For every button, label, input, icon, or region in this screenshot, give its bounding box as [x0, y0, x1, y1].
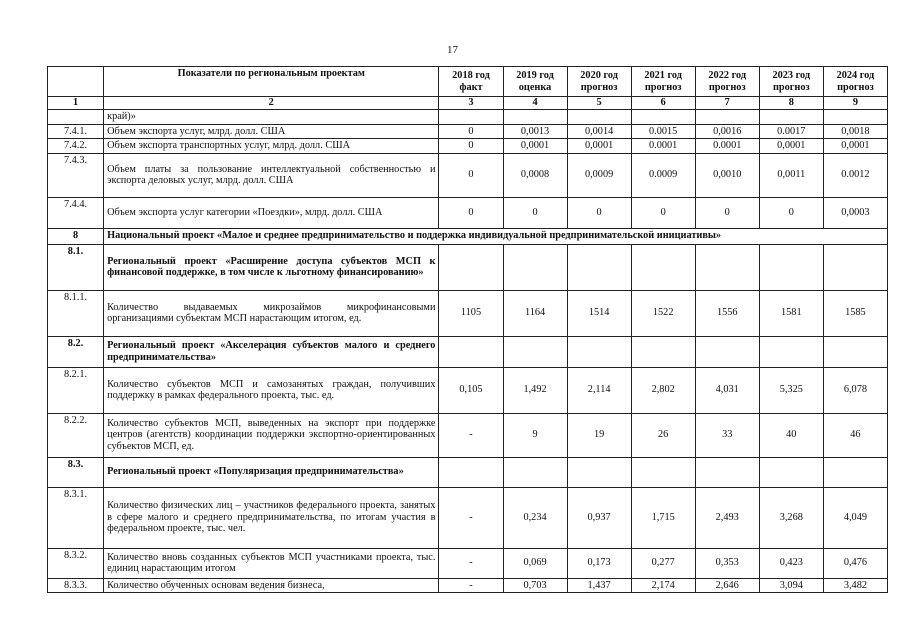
row-value: 0 — [695, 197, 759, 228]
row-value — [439, 457, 503, 487]
table-row — [48, 290, 888, 336]
row-value: 0,0013 — [503, 124, 567, 139]
header-code — [48, 67, 104, 97]
row-value: 0 — [759, 197, 823, 228]
row-indicator: Количество субъектов МСП, выведенных на экспорт при поддержке центров (агентств) координации поддержки экспортно-ориентированных субъектов МСП, ед. — [104, 413, 439, 457]
table-row — [48, 487, 888, 548]
row-value — [631, 109, 695, 124]
row-value: 0,703 — [503, 578, 567, 593]
row-value — [567, 244, 631, 290]
row-value: 1,492 — [503, 367, 567, 413]
row-value: 0,105 — [439, 367, 503, 413]
row-value: 1,715 — [631, 487, 695, 548]
row-value: - — [439, 548, 503, 578]
row-value: 0 — [631, 197, 695, 228]
table-row — [48, 367, 888, 413]
row-code: 8.3.1. — [48, 487, 104, 548]
row-value: 0 — [503, 197, 567, 228]
row-value — [439, 244, 503, 290]
row-code: 8.1.1. — [48, 290, 104, 336]
indicators-table — [47, 66, 888, 593]
row-value: 0,173 — [567, 548, 631, 578]
column-number: 8 — [759, 97, 823, 110]
row-code: 8.3. — [48, 457, 104, 487]
row-value: 6,078 — [823, 367, 887, 413]
row-value: 2,646 — [695, 578, 759, 593]
row-value — [439, 109, 503, 124]
row-indicator: Количество обученных основам ведения бизнеса, — [104, 578, 439, 593]
page-number: 17 — [447, 44, 458, 56]
row-value: 1585 — [823, 290, 887, 336]
row-value: 46 — [823, 413, 887, 457]
row-value — [823, 457, 887, 487]
row-code: 8.3.2. — [48, 548, 104, 578]
row-indicator: Региональный проект «Акселерация субъектов малого и среднего предпринимательства» — [104, 336, 439, 367]
row-value — [695, 109, 759, 124]
row-value: 0.0017 — [759, 124, 823, 139]
column-number: 4 — [503, 97, 567, 110]
column-number: 5 — [567, 97, 631, 110]
column-number: 9 — [823, 97, 887, 110]
row-value — [823, 244, 887, 290]
row-value: 2,174 — [631, 578, 695, 593]
row-value: 0 — [439, 124, 503, 139]
header-indicators: Показатели по региональным проектам — [104, 67, 439, 97]
row-code — [48, 109, 104, 124]
row-value — [759, 336, 823, 367]
row-value: 0,0009 — [567, 153, 631, 197]
row-indicator: Количество выдаваемых микрозаймов микрофинансовыми организациями субъектам МСП нарастающим итогом, ед. — [104, 290, 439, 336]
table-row — [48, 197, 888, 228]
table-row — [48, 139, 888, 154]
row-value: 1105 — [439, 290, 503, 336]
row-value: 0.0001 — [631, 139, 695, 154]
section-row — [48, 228, 888, 244]
section-title: Национальный проект «Малое и среднее предпринимательство и поддержка индивидуальной предпринимательской инициативы» — [104, 228, 888, 244]
row-value: 33 — [695, 413, 759, 457]
row-value: 0 — [439, 139, 503, 154]
row-value: 0,423 — [759, 548, 823, 578]
row-value — [823, 336, 887, 367]
project-row — [48, 457, 888, 487]
row-value — [823, 109, 887, 124]
row-indicator: Количество субъектов МСП и самозанятых граждан, получивших поддержку в рамках федерального проекта, тыс. ед. — [104, 367, 439, 413]
row-value: 0,0014 — [567, 124, 631, 139]
row-value: - — [439, 413, 503, 457]
column-number: 3 — [439, 97, 503, 110]
row-value: 0,0001 — [759, 139, 823, 154]
column-number: 1 — [48, 97, 104, 110]
column-number-row — [48, 97, 888, 110]
row-value: 0,476 — [823, 548, 887, 578]
row-indicator: Объем экспорта услуг, млрд. долл. США — [104, 124, 439, 139]
row-value: 0,0010 — [695, 153, 759, 197]
row-value: 0,069 — [503, 548, 567, 578]
row-indicator: Объем экспорта услуг категории «Поездки», млрд. долл. США — [104, 197, 439, 228]
table-body — [48, 109, 888, 593]
row-value: 1,437 — [567, 578, 631, 593]
header-year: 2022 год прогноз — [695, 67, 759, 97]
row-value: 1581 — [759, 290, 823, 336]
column-number: 6 — [631, 97, 695, 110]
row-code: 8 — [48, 228, 104, 244]
table-row — [48, 413, 888, 457]
row-indicator: Региональный проект «Расширение доступа субъектов МСП к финансовой поддержке, в том числе к льготному финансированию» — [104, 244, 439, 290]
row-value — [503, 109, 567, 124]
header-year: 2021 год прогноз — [631, 67, 695, 97]
row-value — [759, 244, 823, 290]
row-value: 19 — [567, 413, 631, 457]
row-code: 7.4.1. — [48, 124, 104, 139]
row-code: 7.4.3. — [48, 153, 104, 197]
row-indicator: Количество физических лиц – участников федерального проекта, занятых в сфере малого и среднего предпринимательства, по итогам участия в федеральном проекте, тыс. чел. — [104, 487, 439, 548]
row-value — [631, 457, 695, 487]
row-value: 0,0003 — [823, 197, 887, 228]
header-row — [48, 67, 888, 97]
project-row — [48, 336, 888, 367]
row-value: 2,114 — [567, 367, 631, 413]
row-value — [695, 244, 759, 290]
row-indicator: Количество вновь созданных субъектов МСП участниками проекта, тыс. единиц нарастающим итогом — [104, 548, 439, 578]
row-value: 1164 — [503, 290, 567, 336]
row-code: 7.4.4. — [48, 197, 104, 228]
row-value: 5,325 — [759, 367, 823, 413]
header-year: 2018 год факт — [439, 67, 503, 97]
row-value: 0,0018 — [823, 124, 887, 139]
row-value: 3,482 — [823, 578, 887, 593]
row-value — [695, 457, 759, 487]
row-value — [503, 244, 567, 290]
row-value: 9 — [503, 413, 567, 457]
row-value — [631, 244, 695, 290]
row-value: 0,277 — [631, 548, 695, 578]
row-value: 0,0001 — [567, 139, 631, 154]
row-value: 0.0001 — [695, 139, 759, 154]
table-row — [48, 578, 888, 593]
row-value: 0.0012 — [823, 153, 887, 197]
row-value: 3,268 — [759, 487, 823, 548]
row-code: 8.3.3. — [48, 578, 104, 593]
table-row — [48, 548, 888, 578]
row-code: 8.2.2. — [48, 413, 104, 457]
row-value: 3,094 — [759, 578, 823, 593]
row-value: 0,0016 — [695, 124, 759, 139]
row-value — [631, 336, 695, 367]
row-value: 1556 — [695, 290, 759, 336]
column-number: 2 — [104, 97, 439, 110]
row-value: 0.0015 — [631, 124, 695, 139]
row-value: 1514 — [567, 290, 631, 336]
header-year: 2023 год прогноз — [759, 67, 823, 97]
row-value: 0,0001 — [503, 139, 567, 154]
column-number: 7 — [695, 97, 759, 110]
row-value — [567, 109, 631, 124]
table-row — [48, 109, 888, 124]
row-code: 7.4.2. — [48, 139, 104, 154]
row-value: - — [439, 487, 503, 548]
row-value: 0 — [439, 153, 503, 197]
row-value: 26 — [631, 413, 695, 457]
row-value: 0,937 — [567, 487, 631, 548]
row-value — [759, 109, 823, 124]
row-indicator: Объем экспорта транспортных услуг, млрд. долл. США — [104, 139, 439, 154]
header-year: 2019 год оценка — [503, 67, 567, 97]
row-code: 8.2.1. — [48, 367, 104, 413]
row-value: 4,031 — [695, 367, 759, 413]
row-value — [567, 457, 631, 487]
row-value: 2,802 — [631, 367, 695, 413]
row-value: 0.0009 — [631, 153, 695, 197]
row-value: 4,049 — [823, 487, 887, 548]
project-row — [48, 244, 888, 290]
row-value: 0,353 — [695, 548, 759, 578]
row-value: 0,234 — [503, 487, 567, 548]
row-value — [439, 336, 503, 367]
row-value: 40 — [759, 413, 823, 457]
table-row — [48, 124, 888, 139]
row-value — [695, 336, 759, 367]
row-indicator: Региональный проект «Популяризация предпринимательства» — [104, 457, 439, 487]
header-year: 2024 год прогноз — [823, 67, 887, 97]
header-year: 2020 год прогноз — [567, 67, 631, 97]
row-value: 0,0008 — [503, 153, 567, 197]
row-value: 0 — [567, 197, 631, 228]
row-value: 0,0011 — [759, 153, 823, 197]
row-value: 1522 — [631, 290, 695, 336]
row-value — [503, 336, 567, 367]
row-value — [567, 336, 631, 367]
row-value — [759, 457, 823, 487]
row-code: 8.1. — [48, 244, 104, 290]
row-value: 0,0001 — [823, 139, 887, 154]
row-indicator: край)» — [104, 109, 439, 124]
table-row — [48, 153, 888, 197]
row-code: 8.2. — [48, 336, 104, 367]
row-value — [503, 457, 567, 487]
row-value: - — [439, 578, 503, 593]
row-value: 0 — [439, 197, 503, 228]
row-value: 2,493 — [695, 487, 759, 548]
row-indicator: Объем платы за пользование интеллектуальной собственностью и экспорта деловых услуг, млрд. долл. США — [104, 153, 439, 197]
